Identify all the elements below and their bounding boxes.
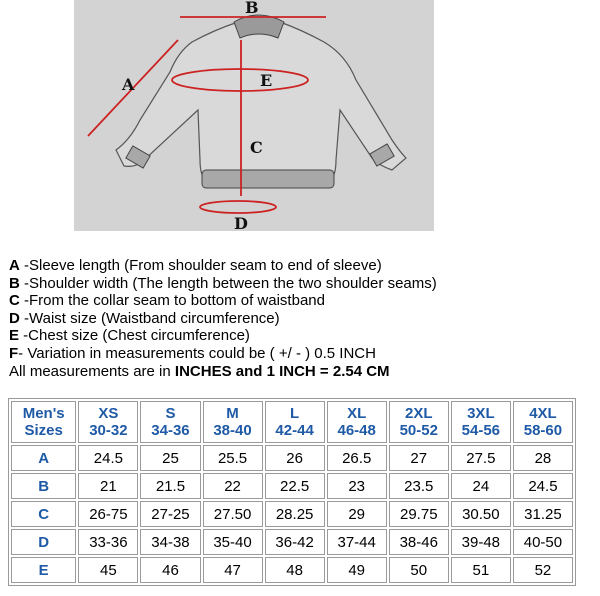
table-cell: 21.5 [140, 473, 200, 499]
table-row [11, 557, 573, 583]
row-label: E [11, 557, 76, 583]
measurement-legend [9, 257, 594, 380]
label-B: B [245, 0, 259, 17]
header-cell: M 38-40 [203, 401, 263, 443]
table-cell: 22 [203, 473, 263, 499]
table-cell: 39-48 [451, 529, 511, 555]
table-cell: 24.5 [78, 445, 138, 471]
table-cell: 23 [327, 473, 387, 499]
jacket-measurement-diagram [74, 0, 434, 231]
table-cell: 28 [513, 445, 573, 471]
table-cell: 34-38 [140, 529, 200, 555]
table-cell: 49 [327, 557, 387, 583]
label-E: E [260, 71, 273, 90]
table-cell: 28.25 [265, 501, 325, 527]
table-cell: 25 [140, 445, 200, 471]
table-cell: 37-44 [327, 529, 387, 555]
legend-line-d: D -Waist size (Waistband circumference) [9, 309, 280, 327]
table-row [11, 501, 573, 527]
table-cell: 48 [265, 557, 325, 583]
row-label: C [11, 501, 76, 527]
table-header-row [11, 401, 573, 443]
table-cell: 40-50 [513, 529, 573, 555]
table-cell: 27.50 [203, 501, 263, 527]
table-row [11, 529, 573, 555]
legend-line-b: B -Shoulder width (The length between the two shoulder seams) [9, 274, 437, 292]
header-cell: 3XL 54-56 [451, 401, 511, 443]
table-cell: 27-25 [140, 501, 200, 527]
table-cell: 26.5 [327, 445, 387, 471]
table-cell: 24 [451, 473, 511, 499]
table-cell: 47 [203, 557, 263, 583]
table-cell: 50 [389, 557, 449, 583]
table-cell: 21 [78, 473, 138, 499]
table-cell: 38-46 [389, 529, 449, 555]
table-cell: 51 [451, 557, 511, 583]
table-cell: 24.5 [513, 473, 573, 499]
table-cell: 23.5 [389, 473, 449, 499]
header-cell: XS 30-32 [78, 401, 138, 443]
table-cell: 29.75 [389, 501, 449, 527]
table-cell: 45 [78, 557, 138, 583]
measurement-note: All measurements are in INCHES and 1 INCH = 2.54 CM [9, 362, 390, 380]
row-label: B [11, 473, 76, 499]
row-label: A [11, 445, 76, 471]
table-cell: 27.5 [451, 445, 511, 471]
table-cell: 26-75 [78, 501, 138, 527]
table-cell: 46 [140, 557, 200, 583]
table-cell: 35-40 [203, 529, 263, 555]
jacket-illustration [74, 0, 434, 231]
table-cell: 25.5 [203, 445, 263, 471]
table-row [11, 445, 573, 471]
table-cell: 29 [327, 501, 387, 527]
header-cell: S 34-36 [140, 401, 200, 443]
label-D: D [234, 214, 248, 231]
header-cell: 4XL 58-60 [513, 401, 573, 443]
table-cell: 22.5 [265, 473, 325, 499]
table-cell: 36-42 [265, 529, 325, 555]
header-cell: 2XL 50-52 [389, 401, 449, 443]
header-cell: Men's Sizes [11, 401, 76, 443]
table-cell: 52 [513, 557, 573, 583]
legend-line-f: F- Variation in measurements could be ( +/ - ) 0.5 INCH [9, 344, 376, 362]
label-C: C [250, 138, 263, 157]
row-label: D [11, 529, 76, 555]
header-cell: L 42-44 [265, 401, 325, 443]
legend-line-a: A -Sleeve length (From shoulder seam to end of sleeve) [9, 257, 382, 274]
table-cell: 30.50 [451, 501, 511, 527]
table-row [11, 473, 573, 499]
table-cell: 26 [265, 445, 325, 471]
table-cell: 33-36 [78, 529, 138, 555]
legend-line-e: E -Chest size (Chest circumference) [9, 327, 250, 345]
legend-line-c: C -From the collar seam to bottom of waistband [9, 292, 325, 310]
label-A: A [122, 75, 135, 94]
table-cell: 31.25 [513, 501, 573, 527]
size-chart-table [8, 398, 576, 586]
header-cell: XL 46-48 [327, 401, 387, 443]
table-cell: 27 [389, 445, 449, 471]
